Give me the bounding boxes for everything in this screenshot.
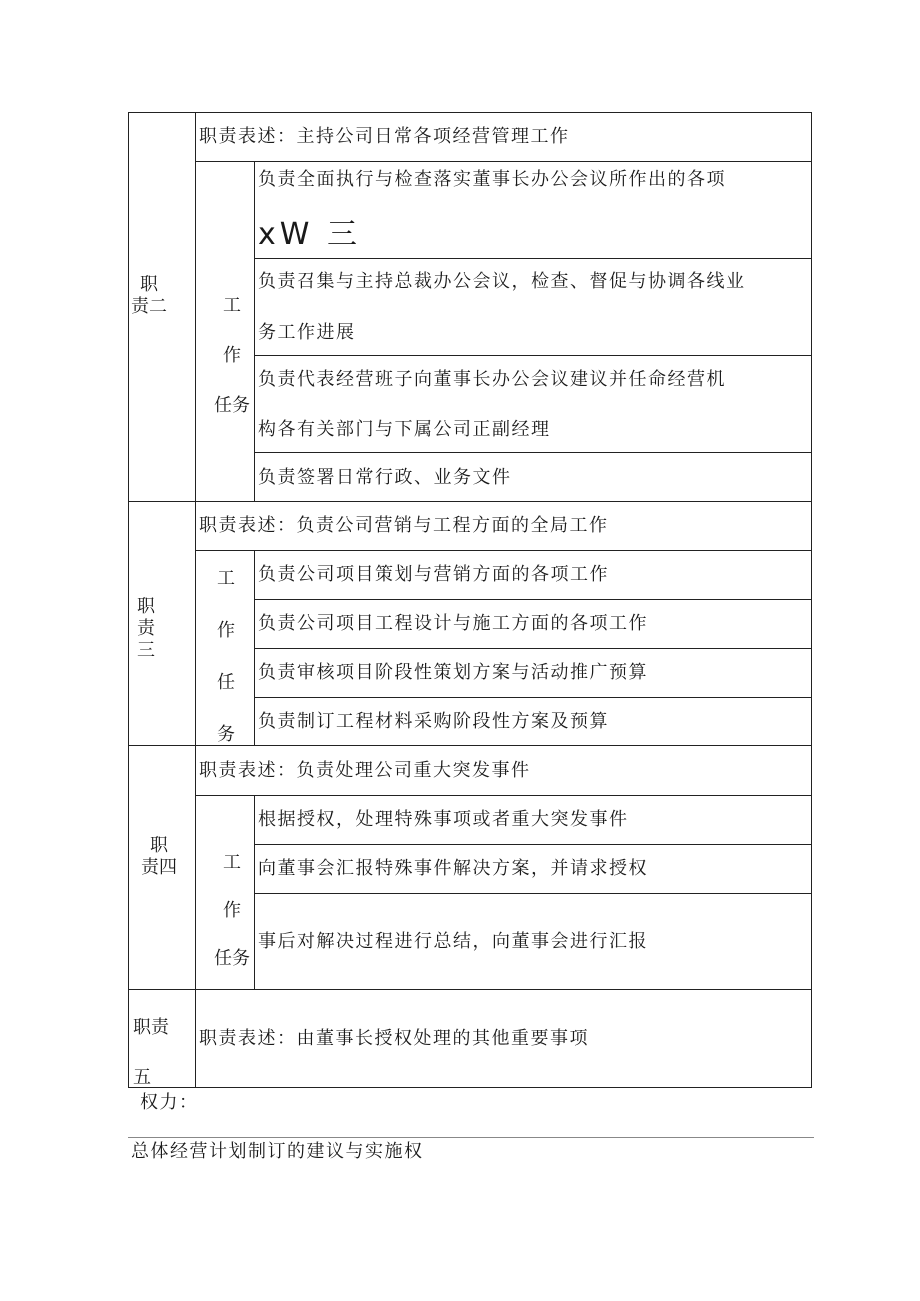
row-divider	[254, 648, 812, 649]
task-item: xW 三	[258, 217, 361, 252]
row-divider	[128, 989, 812, 990]
row-divider	[254, 355, 812, 356]
task-item: 负责制订工程材料采购阶段性方案及预算	[258, 711, 609, 732]
task-item: 向董事会汇报特殊事件解决方案，并请求授权	[258, 858, 648, 879]
task-item: 负责公司项目策划与营销方面的各项工作	[258, 564, 609, 585]
section-description: 职责表述：负责公司营销与工程方面的全局工作	[199, 515, 609, 536]
col-divider	[195, 112, 196, 1088]
section-label: 职 责三	[137, 596, 155, 661]
row-divider	[254, 697, 812, 698]
power-label: 权力：	[140, 1092, 199, 1113]
task-item: 事后对解决过程进行总结，向董事会进行汇报	[258, 931, 648, 952]
row-divider	[254, 844, 812, 845]
table-border-top	[128, 112, 812, 113]
row-divider	[195, 550, 812, 551]
task-item: 负责代表经营班子向董事长办公会议建议并任命经营机	[258, 369, 726, 390]
row-divider	[254, 893, 812, 894]
section-label: 职 责四	[141, 835, 177, 878]
col-divider	[254, 161, 255, 502]
section-description: 职责表述：负责处理公司重大突发事件	[199, 760, 531, 781]
section-description: 职责表述：由董事长授权处理的其他重要事项	[199, 1028, 589, 1049]
task-item: 负责召集与主持总裁办公会议，检查、督促与协调各线业	[258, 271, 746, 292]
power-item: 总体经营计划制订的建议与实施权	[131, 1141, 424, 1162]
power-divider	[128, 1137, 814, 1138]
task-item: 务工作进展	[258, 322, 356, 343]
task-label: 工 作 任务	[214, 852, 250, 969]
row-divider	[254, 599, 812, 600]
task-item: 构各有关部门与下属公司正副经理	[258, 419, 551, 440]
row-divider	[128, 501, 812, 502]
section-label: 职责 五	[133, 1017, 169, 1088]
task-item: 负责签署日常行政、业务文件	[258, 467, 512, 488]
task-item: 负责公司项目工程设计与施工方面的各项工作	[258, 613, 648, 634]
task-item: 负责审核项目阶段性策划方案与活动推广预算	[258, 662, 648, 683]
task-item: 根据授权，处理特殊事项或者重大突发事件	[258, 809, 629, 830]
task-label: 工 作 任务	[214, 295, 250, 416]
row-divider	[195, 161, 812, 162]
row-divider	[195, 795, 812, 796]
row-divider	[254, 258, 812, 259]
task-label: 工 作 任 务	[217, 568, 235, 745]
section-description: 职责表述：主持公司日常各项经营管理工作	[199, 126, 570, 147]
table-border-bottom	[128, 1087, 812, 1088]
task-item: 负责全面执行与检查落实董事长办公会议所作出的各项	[258, 169, 726, 190]
row-divider	[254, 452, 812, 453]
section-label: 职 责二	[131, 274, 167, 317]
